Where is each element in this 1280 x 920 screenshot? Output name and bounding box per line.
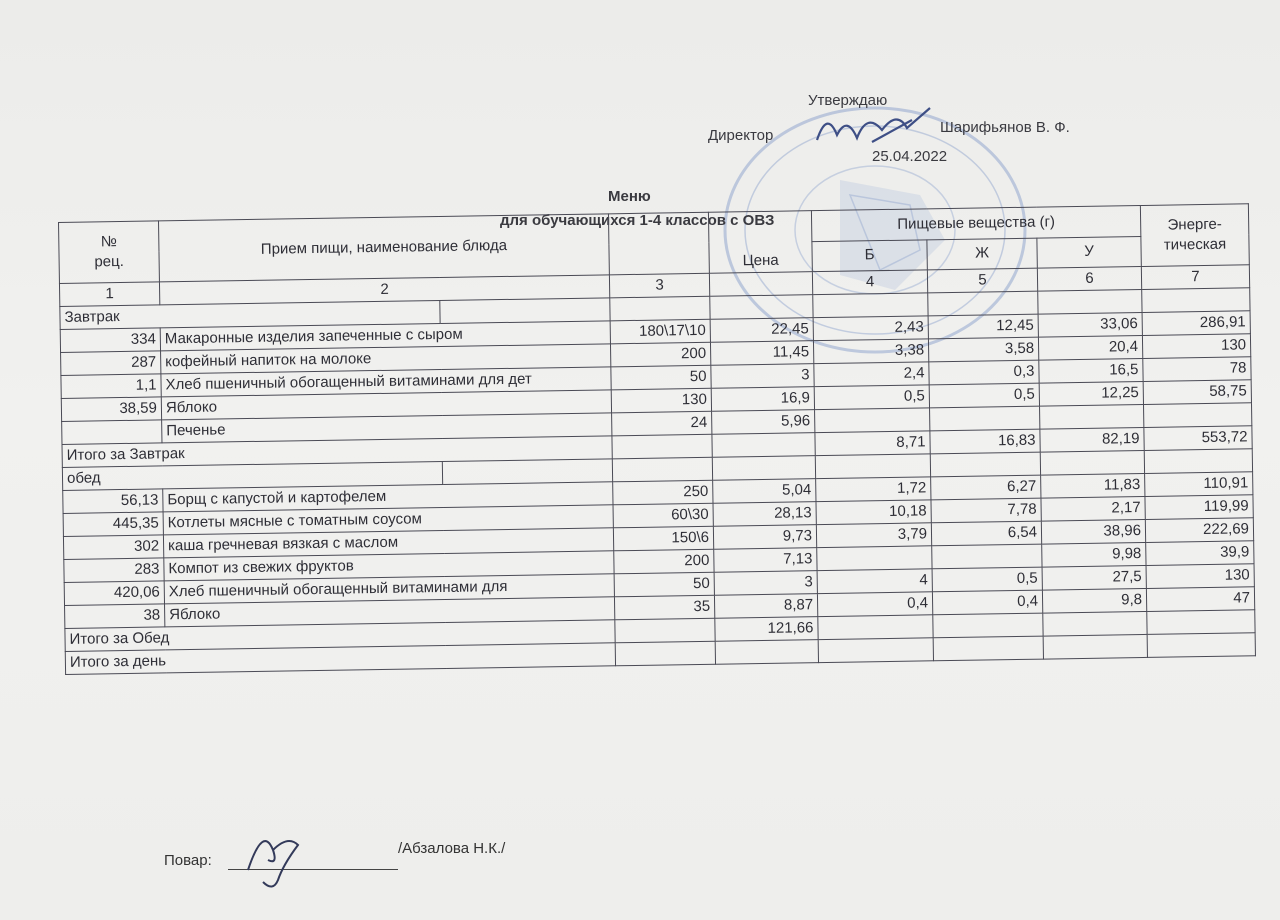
header-num: № рец. [59,221,160,284]
breakfast-total-e: 553,72 [1144,426,1252,451]
breakfast-b: 0,5 [814,385,929,410]
breakfast-price: 22,45 [710,318,813,343]
lunch-num: 420,06 [64,581,164,606]
breakfast-num: 1,1 [61,374,161,399]
lunch-name: каша гречневая вязкая с маслом [163,528,613,558]
lunch-e: 222,69 [1145,518,1253,543]
cook-label: Повар: [164,852,212,869]
breakfast-e: 58,75 [1143,380,1251,405]
breakfast-num: 38,59 [61,397,161,422]
breakfast-name: Яблоко [161,390,611,420]
breakfast-label: Завтрак [60,301,440,330]
lunch-price: 7,13 [714,548,817,573]
col-num-5: 5 [927,268,1037,293]
breakfast-total-label: Итого за Завтрак [62,436,612,468]
lunch-name: Котлеты мясные с томатным соусом [163,505,613,535]
page-subtitle: для обучающихся 1-4 классов с ОВЗ [500,212,775,229]
lunch-out: 35 [614,595,714,620]
col-num-price [709,272,812,297]
breakfast-num: 334 [60,328,160,353]
breakfast-total-b: 8,71 [815,431,930,456]
lunch-b: 1,72 [816,477,931,502]
header-b: Б [812,239,927,271]
header-dish: Прием пищи, наименование блюда [158,214,609,282]
lunch-out: 150\6 [613,526,713,551]
breakfast-u: 16,5 [1039,358,1143,383]
lunch-u: 9,8 [1042,588,1146,613]
col-num-2: 2 [159,275,609,305]
lunch-num: 38 [65,604,165,629]
breakfast-u [1040,404,1144,429]
breakfast-total-zh: 16,83 [930,429,1040,454]
breakfast-out: 180\17\10 [610,319,710,344]
breakfast-zh [930,406,1040,431]
lunch-zh: 6,27 [931,475,1041,500]
director-label: Директор [708,127,774,144]
approval-date: 25.04.2022 [872,148,948,165]
lunch-e: 47 [1146,587,1254,612]
lunch-price: 28,13 [713,502,816,527]
director-name: Шарифьянов В. Ф. [940,119,1070,136]
lunch-num: 302 [63,535,163,560]
breakfast-name: Печенье [162,413,612,443]
lunch-name: Компот из свежих фруктов [164,551,614,581]
lunch-price: 9,73 [713,525,816,550]
col-num-3: 3 [609,273,709,298]
lunch-b: 10,18 [816,500,931,525]
breakfast-zh: 3,58 [928,337,1038,362]
breakfast-out: 24 [612,411,712,436]
col-num-7: 7 [1141,265,1249,290]
lunch-total-price: 121,66 [715,617,818,642]
lunch-rows [63,472,1255,629]
breakfast-e: 78 [1143,357,1251,382]
col-num-4: 4 [812,270,927,295]
lunch-name: Яблоко [165,597,615,627]
breakfast-num [62,420,162,445]
director-signature-icon [812,100,937,150]
breakfast-u: 20,4 [1038,335,1142,360]
lunch-u: 9,98 [1042,542,1146,567]
lunch-e: 119,99 [1145,495,1253,520]
lunch-num: 445,35 [63,512,163,537]
header-energy: Энерге- тическая [1140,204,1249,267]
header-price: Цена [708,211,812,274]
breakfast-rows [60,311,1252,445]
breakfast-zh: 0,5 [929,383,1039,408]
lunch-b: 3,79 [816,523,931,548]
breakfast-price: 16,9 [711,387,814,412]
lunch-zh [932,544,1042,569]
lunch-b [817,546,932,571]
page-title: Меню [608,188,651,205]
day-total-label: Итого за день [65,643,615,675]
lunch-out: 250 [613,480,713,505]
header-zh: Ж [927,238,1037,270]
lunch-total-label: Итого за Обед [65,620,615,652]
breakfast-name: кофейный напиток на молоке [161,344,611,374]
lunch-num: 56,13 [63,489,163,514]
lunch-e: 39,9 [1146,541,1254,566]
lunch-name: Борщ с капустой и картофелем [163,482,613,512]
breakfast-total-u: 82,19 [1040,427,1144,452]
lunch-e: 130 [1146,564,1254,589]
lunch-price: 5,04 [713,479,816,504]
lunch-name: Хлеб пшеничный обогащенный витаминами для [164,574,614,604]
lunch-u: 38,96 [1041,519,1145,544]
breakfast-price: 11,45 [710,341,813,366]
header-nutrients: Пищевые вещества (г) [811,205,1140,241]
lunch-u: 27,5 [1042,565,1146,590]
lunch-zh: 0,5 [932,567,1042,592]
lunch-zh: 0,4 [932,590,1042,615]
lunch-b: 0,4 [817,592,932,617]
lunch-zh: 6,54 [931,521,1041,546]
approve-label: Утверждаю [808,92,888,109]
lunch-e: 110,91 [1145,472,1253,497]
breakfast-e [1144,403,1252,428]
menu-table [58,203,1256,675]
header-output [608,212,709,275]
lunch-out: 60\30 [613,503,713,528]
lunch-price: 3 [714,571,817,596]
breakfast-zh: 12,45 [928,314,1038,339]
breakfast-out: 200 [610,342,710,367]
breakfast-e: 286,91 [1142,311,1250,336]
lunch-zh: 7,78 [931,498,1041,523]
breakfast-price: 5,96 [712,410,815,435]
breakfast-num: 287 [61,351,161,376]
breakfast-u: 33,06 [1038,312,1142,337]
breakfast-b [815,408,930,433]
lunch-price: 8,87 [714,594,817,619]
breakfast-price: 3 [711,364,814,389]
breakfast-out: 50 [611,365,711,390]
breakfast-b: 2,4 [814,362,929,387]
col-num-1: 1 [59,282,159,307]
cook-signature-icon [228,820,318,895]
lunch-out: 200 [614,549,714,574]
cook-name: /Абзалова Н.К./ [398,840,506,857]
lunch-num: 283 [64,558,164,583]
breakfast-zh: 0,3 [929,360,1039,385]
lunch-out: 50 [614,572,714,597]
breakfast-name: Макаронные изделия запеченные с сыром [160,321,610,351]
header-u: У [1037,236,1141,268]
col-num-6: 6 [1037,266,1141,291]
lunch-b: 4 [817,569,932,594]
lunch-label: обед [62,461,442,490]
breakfast-u: 12,25 [1039,381,1143,406]
breakfast-b: 3,38 [813,339,928,364]
breakfast-b: 2,43 [813,316,928,341]
breakfast-e: 130 [1142,334,1250,359]
lunch-u: 2,17 [1041,496,1145,521]
breakfast-out: 130 [611,388,711,413]
lunch-u: 11,83 [1041,473,1145,498]
breakfast-name: Хлеб пшеничный обогащенный витаминами для дет [161,367,611,397]
